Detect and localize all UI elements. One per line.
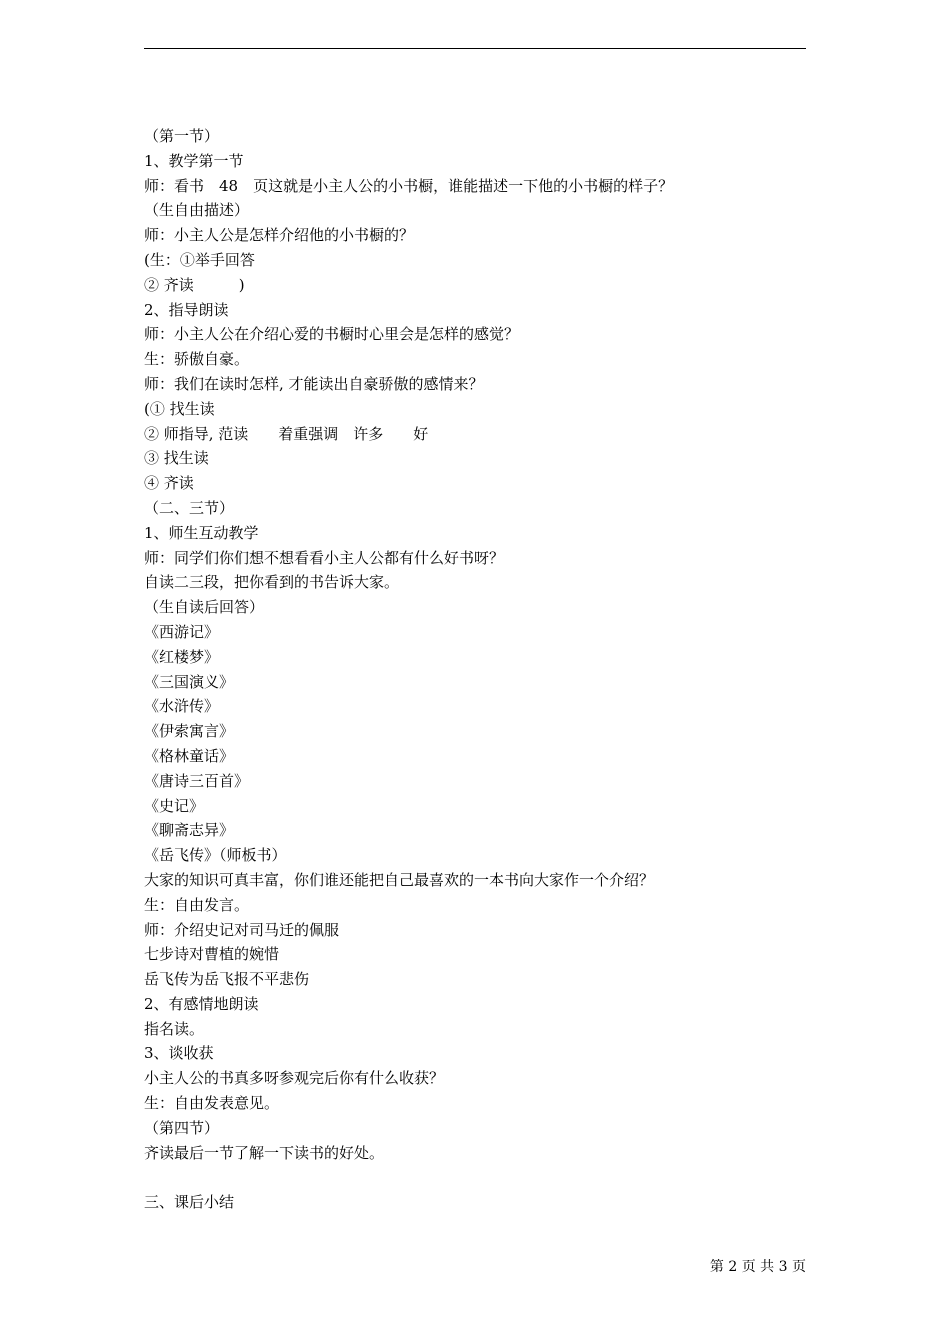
text-line: 大家的知识可真丰富，你们谁还能把自己最喜欢的一本书向大家作一个介绍？ — [144, 870, 655, 889]
text-line: 师：看书 48 页这就是小主人公的小书橱，谁能描述一下他的小书橱的样子？ — [144, 176, 674, 195]
book-title: 《聊斋志异》 — [144, 821, 235, 840]
text-line: (① 找生读 — [144, 399, 215, 418]
page-footer: 第 2 页 共 3 页 — [709, 1259, 806, 1275]
text-line: 齐读最后一节了解一下读书的好处。 — [144, 1143, 385, 1162]
text-line: 2、指导朗读 — [144, 300, 229, 319]
book-title: 《史记》 — [144, 796, 205, 815]
text-line: 2、有感情地朗读 — [144, 994, 259, 1013]
book-title: 《格林童话》 — [144, 746, 235, 765]
text-line: 指名读。 — [144, 1019, 205, 1038]
book-title: 《水浒传》 — [144, 697, 220, 716]
text-line: （二、三节） — [144, 498, 235, 517]
text-line: 师：我们在读时怎样, 才能读出自豪骄傲的感情来？ — [144, 374, 484, 393]
book-title: 《红楼梦》 — [144, 647, 220, 666]
text-line: 1、师生互动教学 — [144, 523, 259, 542]
text-line: ③ 找生读 — [144, 449, 209, 468]
book-title: 《三国演义》 — [144, 672, 235, 691]
text-line: 生：自由发表意见。 — [144, 1094, 280, 1113]
book-title: 《岳飞传》（师板书） — [144, 846, 287, 865]
header-rule — [144, 48, 806, 49]
text-line: 师：介绍史记对司马迁的佩服 — [144, 920, 340, 939]
book-title: 《伊索寓言》 — [144, 722, 235, 741]
text-line: 生：骄傲自豪。 — [144, 350, 250, 369]
text-line: ② 齐读 ) — [144, 275, 245, 294]
book-title: 《西游记》 — [144, 622, 220, 641]
text-line: 小主人公的书真多呀参观完后你有什么收获？ — [144, 1069, 445, 1088]
text-line: 师：小主人公在介绍心爱的书橱时心里会是怎样的感觉？ — [144, 325, 520, 344]
text-line: （第一节） — [144, 127, 220, 145]
text-line: 师：同学们你们想不想看看小主人公都有什么好书呀？ — [144, 548, 505, 567]
text-line: （生自由描述） — [144, 201, 250, 220]
section-heading: 三、课后小结 — [144, 1193, 235, 1212]
text-line: (生：①举手回答 — [144, 250, 255, 269]
text-line: 岳飞传为岳飞报不平悲伤 — [144, 970, 310, 989]
text-line: 师：小主人公是怎样介绍他的小书橱的？ — [144, 226, 415, 245]
book-title: 《唐诗三百首》 — [144, 771, 250, 790]
text-line: （生自读后回答） — [144, 598, 265, 617]
text-line: 七步诗对曹植的婉惜 — [144, 945, 280, 964]
text-line: （第四节） — [144, 1118, 220, 1137]
text-line: 自读二三段，把你看到的书告诉大家。 — [144, 573, 400, 592]
text-line: 生：自由发言。 — [144, 895, 250, 914]
text-line: ④ 齐读 — [144, 474, 194, 493]
text-line: 3、谈收获 — [144, 1044, 214, 1063]
document-body — [144, 124, 806, 1215]
text-line: ② 师指导, 范读 着重强调 许多 好 — [144, 424, 429, 443]
text-line: 1、教学第一节 — [144, 151, 244, 170]
blank-line — [144, 1165, 806, 1190]
